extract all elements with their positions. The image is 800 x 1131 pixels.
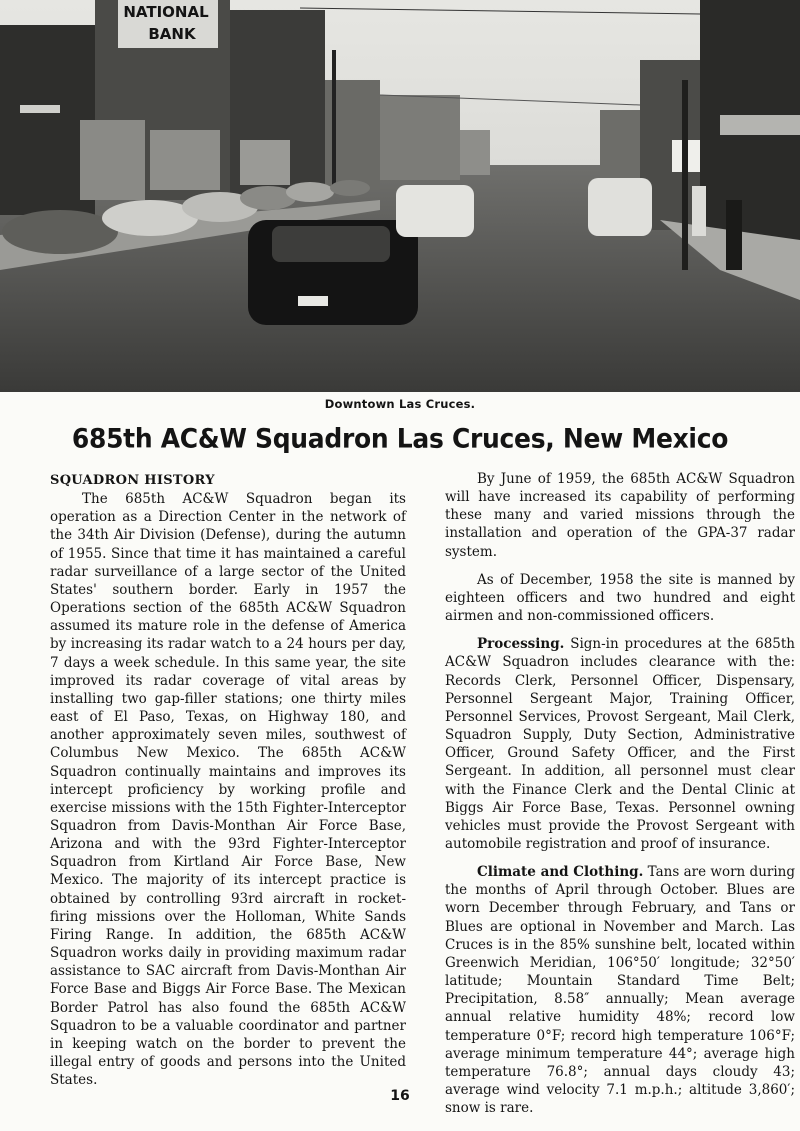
climate-paragraph [445, 863, 795, 1117]
photo-caption: Downtown Las Cruces. [324, 397, 476, 411]
processing-label: Processing. [477, 636, 565, 653]
processing-text: Sign-in procedures at the 685th AC&W Squadron includes clearance with the: Records Clerk, Personnel Officer, Dispensary, Personnel Sergeant Major, Training Officer, Personnel Services, Provost Sergeant, Mail Clerk, Squadron Supply, Duty Section, Administrative Officer, Ground Safety Officer, and the First Sergeant. In addition, all personnel must clear with the Finance Clerk and the Dental Clinic at Biggs Air Force Base, Texas. Personnel owning vehicles must provide the Provost Sergeant with automobile registration and proof of insurance. [445, 636, 795, 852]
climate-label: Climate and Clothing. [477, 864, 644, 881]
page-number: 16 [390, 1088, 410, 1104]
processing-paragraph [445, 635, 795, 853]
street-photo-drawing [0, 0, 800, 392]
page-title: 685th AC&W Squadron Las Cruces, New Mexico [71, 422, 729, 455]
climate-text: Tans are worn during the months of April through October. Blues are worn December through February, and Tans or Blues are optional in November and March. Las Cruces is in the 85% sunshine belt, located within Greenwich Meridian, 106°50′ longitude; 32°50′ latitude; Mountain Standard Time Belt; Precipitation, 8.58″ annually; Mean average annual relative humidity 48%; record low temperature 0°F; record high temperature 106°F; average minimum temperature 44°; average high temperature 76.8°; annual days cloudy 43; average wind velocity 7.1 m.p.h.; altitude 3,860′; snow is rare. [445, 864, 795, 1117]
bank-sign-line1: NATIONAL [123, 3, 209, 21]
street-photo [0, 0, 800, 392]
right-column [445, 470, 795, 1117]
left-column [50, 472, 406, 1089]
section-heading: SQUADRON HISTORY [50, 473, 215, 488]
bank-sign-line2: BANK [148, 25, 196, 43]
manning-paragraph: As of December, 1958 the site is manned by eighteen officers and two hundred and eight airmen and non-commissioned officers. [445, 571, 795, 625]
radar-upgrade-paragraph: By June of 1959, the 685th AC&W Squadron will have increased its capability of performing these many and varied missions through the installation and operation of the GPA-37 radar system. [445, 471, 795, 560]
squadron-history-text: The 685th AC&W Squadron began its operation as a Direction Center in the network of the 34th Air Division (Defense), during the autumn of 1955. Since that time it has maintained a careful radar surveillance of a large sector of the United States' southern border. Early in 1957 the Operations section of the 685th AC&W Squadron assumed its mature role in the defense of America by increasing its radar watch to a 24 hours per day, 7 days a week schedule. In this same year, the site improved its radar coverage of vital areas by installing two gap-filler stations; one thirty miles east of El Paso, Texas, on Highway 180, and another approximately seven miles, southwest of Columbus New Mexico. The 685th AC&W Squadron continually maintains and improves its intercept proficiency by working profile and exercise missions with the 15th Fighter-Interceptor Squadron from Davis-Monthan Air Force Base, Arizona and with the 93rd Fighter-Interceptor Squadron from Kirtland Air Force Base, New Mexico. The majority of its intercept practice is obtained by controlling 93rd aircraft in rocket-firing missions over the Holloman, White Sands Firing Range. In addition, the 685th AC&W Squadron works daily in providing maximum radar assistance to SAC aircraft from Davis-Monthan Air Force Base and Biggs Air Force Base. The Mexican Border Patrol has also found the 685th AC&W Squadron to be a valuable coordinator and partner in keeping watch on the border to prevent the illegal entry of goods and persons into the United States. [50, 491, 406, 1089]
